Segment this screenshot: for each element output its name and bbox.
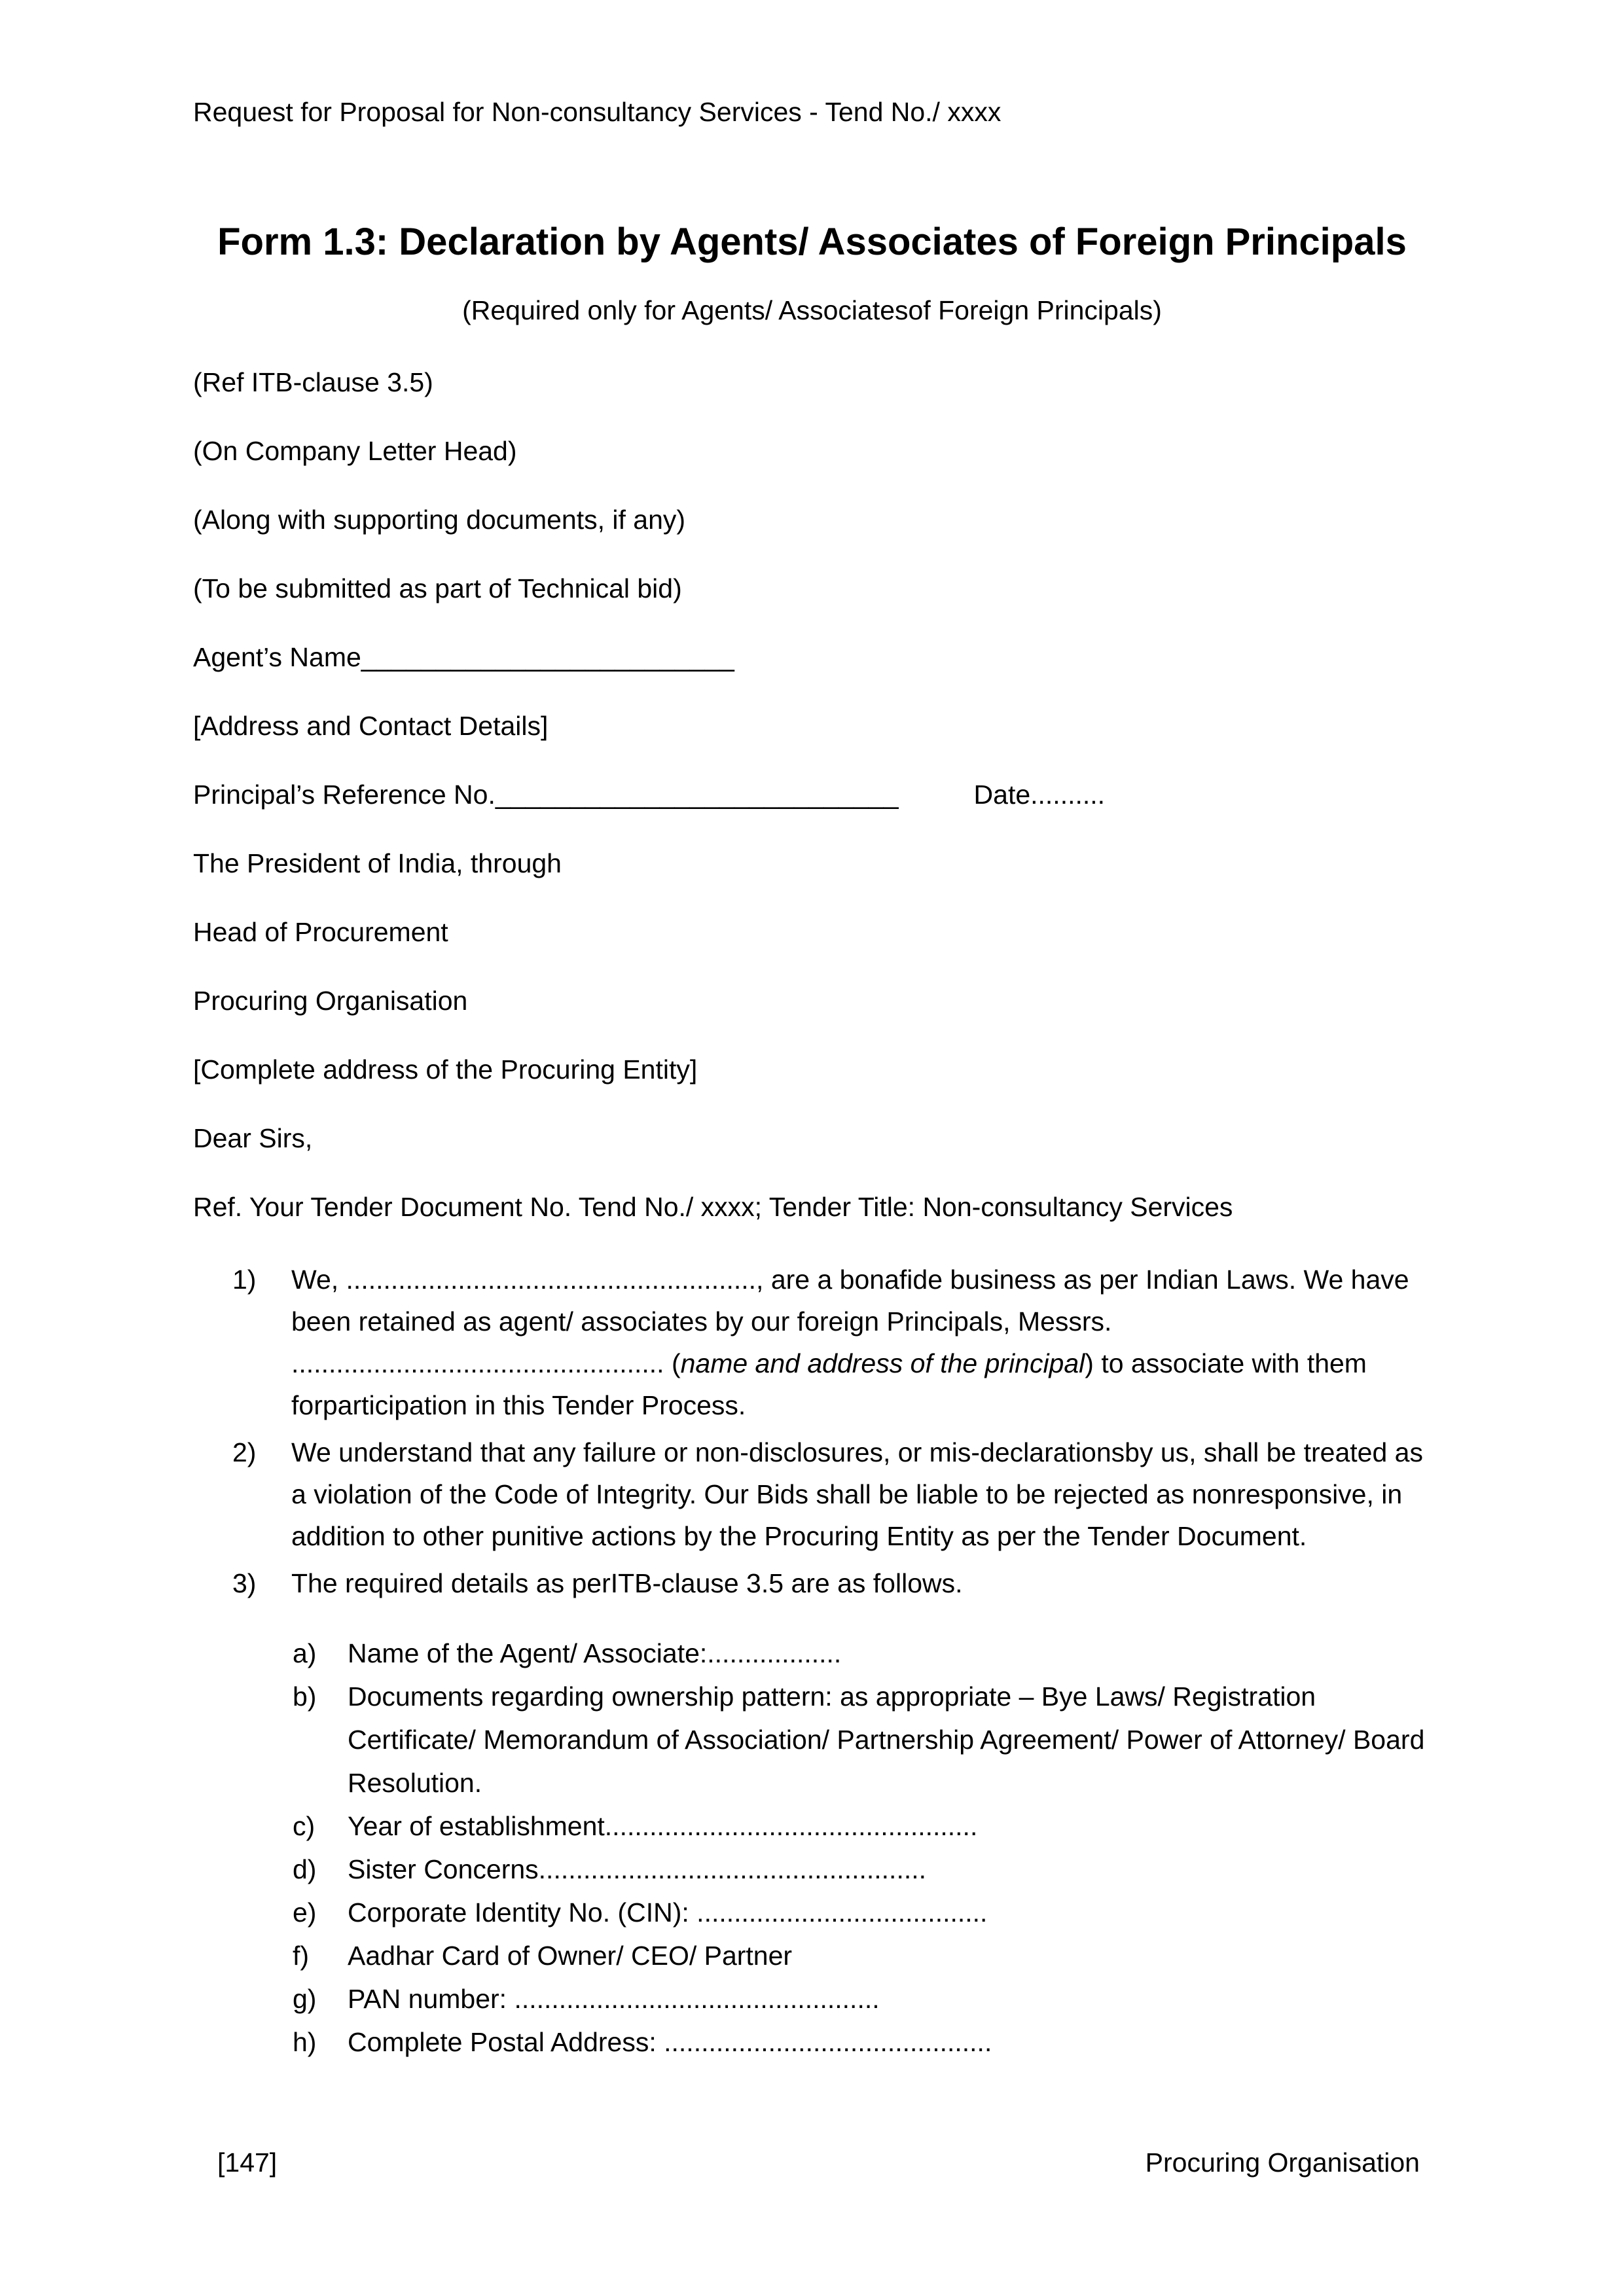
lettered-list [193,1632,1431,2064]
letter-head-note: (On Company Letter Head) [193,436,517,466]
agent-name-row [193,640,1431,674]
lettered-item-g-marker: g) [293,1984,317,2014]
numbered-item-1-italic: name and address of the principal [680,1348,1085,1378]
tender-ref-line: Ref. Your Tender Document No. Tend No./ xxxx; Tender Title: Non-consultancy Services [193,1192,1233,1222]
numbered-item-3 [193,1562,1431,1604]
head-of-procurement-line: Head of Procurement [193,917,448,947]
lettered-item-b-text: Documents regarding ownership pattern: as appropriate – Bye Laws/ Registration Certificate/ Memorandum of Association/ Partnership Agreement/ Power of Attorney/ Board Resolution. [348,1681,1425,1798]
complete-address-line: [Complete address of the Procuring Entity] [193,1054,698,1085]
lettered-item-h-marker: h) [293,2027,317,2057]
lettered-item-f [193,1934,1431,1977]
lettered-item-a-marker: a) [293,1638,317,1668]
numbered-list [193,1259,1431,1604]
lettered-item-c [193,1804,1431,1848]
lettered-item-f-text: Aadhar Card of Owner/ CEO/ Partner [348,1941,793,1971]
footer-org-name: Procuring Organisation [1145,2147,1420,2178]
lettered-item-h [193,2020,1431,2064]
president-line: The President of India, through [193,848,562,878]
lettered-item-d-text: Sister Concerns.................................................... [348,1854,927,1884]
intro-paragraphs [193,365,1431,1224]
numbered-item-3-text: The required details as perITB-clause 3.5 are as follows. [291,1568,963,1598]
numbered-item-2-text: We understand that any failure or non-disclosures, or mis-declarationsby us, shall be treated as a violation of the Code of Integrity. Our Bids shall be liable to be rejected as nonresponsive, in addition to other punitive actions by the Procuring Entity as per the Tender Document. [291,1437,1423,1551]
form-subtitle: (Required only for Agents/ Associatesof Foreign Principals) [462,295,1162,325]
address-details: [Address and Contact Details] [193,711,549,741]
lettered-item-g-text: PAN number: ................................................. [348,1984,880,2014]
principal-ref-blank: ___________________________ [495,780,899,810]
lettered-item-g [193,1977,1431,2020]
salutation: Dear Sirs, [193,1123,313,1153]
ref-clause-note: (Ref ITB-clause 3.5) [193,367,433,397]
numbered-item-1-text-after: ) to associate with them forparticipation in this Tender Process. [291,1348,1367,1420]
supporting-docs-note: (Along with supporting documents, if any) [193,505,686,535]
principal-ref-row [193,778,1431,812]
numbered-item-1 [193,1259,1431,1426]
numbered-item-3-marker: 3) [232,1568,257,1598]
principal-ref-label: Principal’s Reference No. [193,780,496,810]
lettered-item-b-marker: b) [293,1681,317,1712]
agent-name-label: Agent’s Name [193,642,361,672]
lettered-item-a-text: Name of the Agent/ Associate:.................. [348,1638,842,1668]
numbered-item-2 [193,1431,1431,1557]
form-title: Form 1.3: Declaration by Agents/ Associates of Foreign Principals [217,221,1407,263]
lettered-item-h-text: Complete Postal Address: ............................................ [348,2027,992,2057]
lettered-item-a [193,1632,1431,1675]
numbered-item-1-marker: 1) [232,1265,257,1295]
procuring-organisation-line: Procuring Organisation [193,986,468,1016]
lettered-item-e-text: Corporate Identity No. (CIN): ....................................... [348,1897,988,1928]
lettered-item-c-text: Year of establishment.................................................. [348,1811,978,1841]
page-number: [147] [217,2147,278,2178]
lettered-item-e-marker: e) [293,1897,317,1928]
lettered-item-d [193,1848,1431,1891]
agent-name-blank: _________________________ [361,642,734,672]
date-label: Date.......... [973,780,1106,810]
lettered-item-e [193,1891,1431,1934]
running-header: Request for Proposal for Non-consultancy Services - Tend No./ xxxx [193,97,1001,127]
lettered-item-d-marker: d) [293,1854,317,1884]
technical-bid-note: (To be submitted as part of Technical bid) [193,573,682,603]
numbered-item-1-text-before: We, ......................................................., are a bonafide business as per Indian Laws. We have been retained as agent/ associates by our foreign Principals, Messrs. .................................................. ( [291,1265,1409,1378]
numbered-item-2-marker: 2) [232,1437,257,1467]
lettered-item-f-marker: f) [293,1941,310,1971]
lettered-item-c-marker: c) [293,1811,316,1841]
lettered-item-b [193,1675,1431,1804]
